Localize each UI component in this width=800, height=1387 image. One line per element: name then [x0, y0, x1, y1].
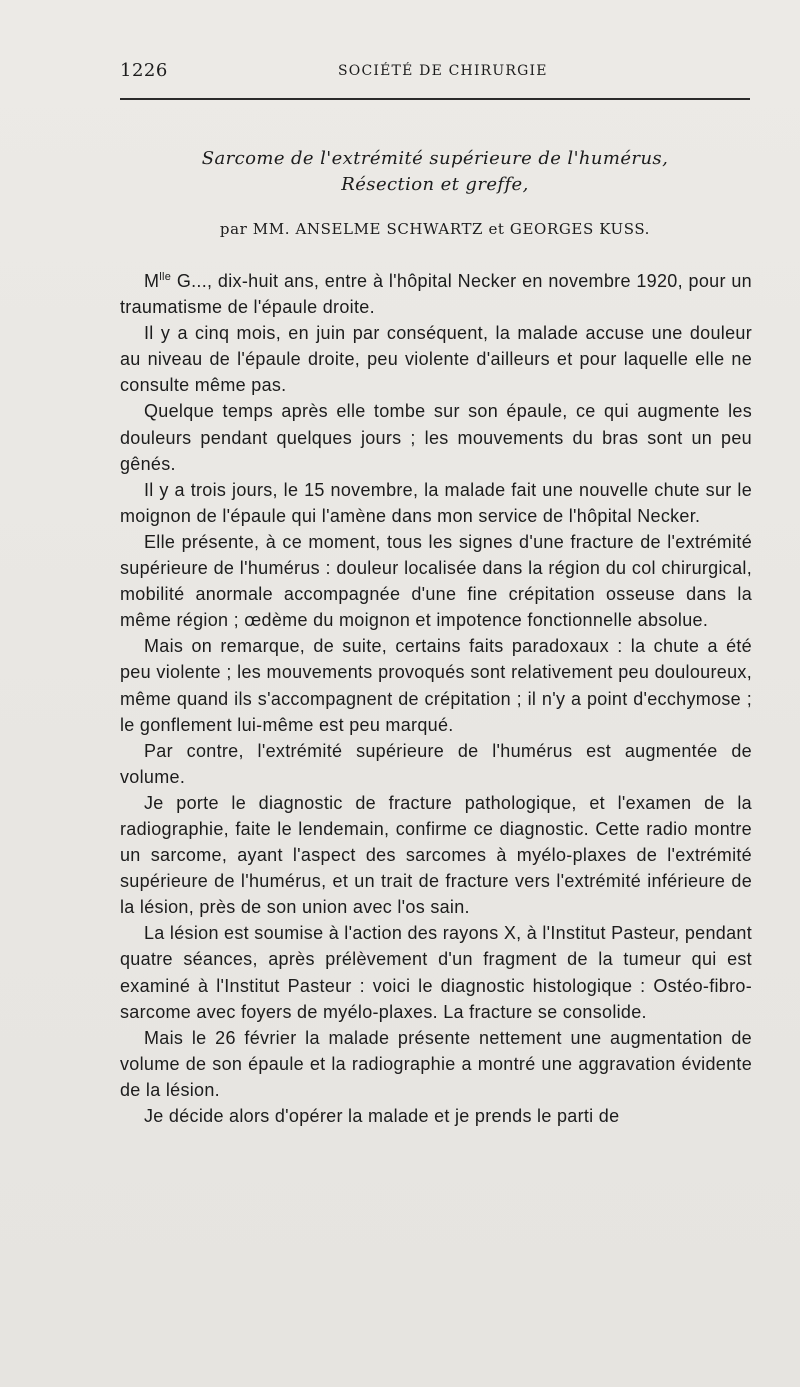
- paragraph-2: Il y a cinq mois, en juin par conséquent, la malade accuse une douleur au niveau de l'épaule droite, peu violente d'ailleurs et pour laquelle elle ne consulte même pas.: [120, 323, 752, 396]
- article-authors: par MM. ANSELME SCHWARTZ et GEORGES KUSS.: [219, 220, 651, 238]
- running-title: SOCIÉTÉ DE CHIRURGIE: [338, 63, 548, 79]
- paragraph-8: Je porte le diagnostic de fracture pathologique, et l'examen de la radiographie, faite le lendemain, confirme ce diagnostic. Cette radio montre un sarcome, ayant l'aspect des sarcomes à myélo-plaxes de l'extrémité supérieure de l'humérus, et un trait de fracture vers l'extrémité inférieure de la lésion, près de son union avec l'os sain.: [120, 792, 752, 918]
- honorific: M: [144, 271, 160, 291]
- running-head: [120, 60, 750, 84]
- paragraph-1: [120, 268, 752, 320]
- article-title-line-1: Sarcome de l'extrémité supérieure de l'humérus,: [201, 148, 669, 169]
- paragraph-1-text: G..., dix-huit ans, entre à l'hôpital Necker en novembre 1920, pour un traumatisme de l'épaule droite.: [120, 271, 752, 318]
- page-number: 1226: [120, 60, 168, 81]
- paragraph-3: Quelque temps après elle tombe sur son épaule, ce qui augmente les douleurs pendant quelques jours ; les mouvements du bras sont un peu gênés.: [120, 401, 752, 474]
- paragraph-4: Il y a trois jours, le 15 novembre, la malade fait une nouvelle chute sur le moignon de l'épaule qui l'amène dans mon service de l'hôpital Necker.: [120, 479, 752, 526]
- article-body: [120, 268, 752, 1129]
- paragraph-11: Je décide alors d'opérer la malade et je prends le parti de: [144, 1106, 620, 1126]
- paragraph-9: La lésion est soumise à l'action des rayons X, à l'Institut Pasteur, pendant quatre séances, après prélèvement d'un fragment de la tumeur qui est examiné à l'Institut Pasteur : voici le diagnostic histologique : Ostéo-fibro-sarcome avec foyers de myélo-plaxes. La fracture se consolide.: [120, 923, 753, 1022]
- paragraph-10: Mais le 26 février la malade présente nettement une augmentation de volume de son épaule et la radiographie a montré une aggravation évidente de la lésion.: [120, 1027, 752, 1100]
- paragraph-5: Elle présente, à ce moment, tous les signes d'une fracture de l'extrémité supérieure de l'humérus : douleur localisée dans la région du col chirurgical, mobilité anormale accompagnée d'une fine crépitation osseuse dans la même région ; œdème du moignon et impotence fonctionnelle absolue.: [120, 531, 752, 631]
- header-rule: [120, 98, 750, 100]
- paragraph-6: Mais on remarque, de suite, certains faits paradoxaux : la chute a été peu violente ; les mouvements provoqués sont relativement peu douloureux, même quand ils s'accompagnent de crépitation ; il n'y a point d'ecchymose ; le gonflement lui-même est peu marqué.: [120, 636, 752, 735]
- honorific-superscript: lle: [159, 271, 172, 283]
- paragraph-7: Par contre, l'extrémité supérieure de l'humérus est augmentée de volume.: [120, 740, 752, 787]
- article-title-line-2: Résection et greffe,: [341, 174, 529, 195]
